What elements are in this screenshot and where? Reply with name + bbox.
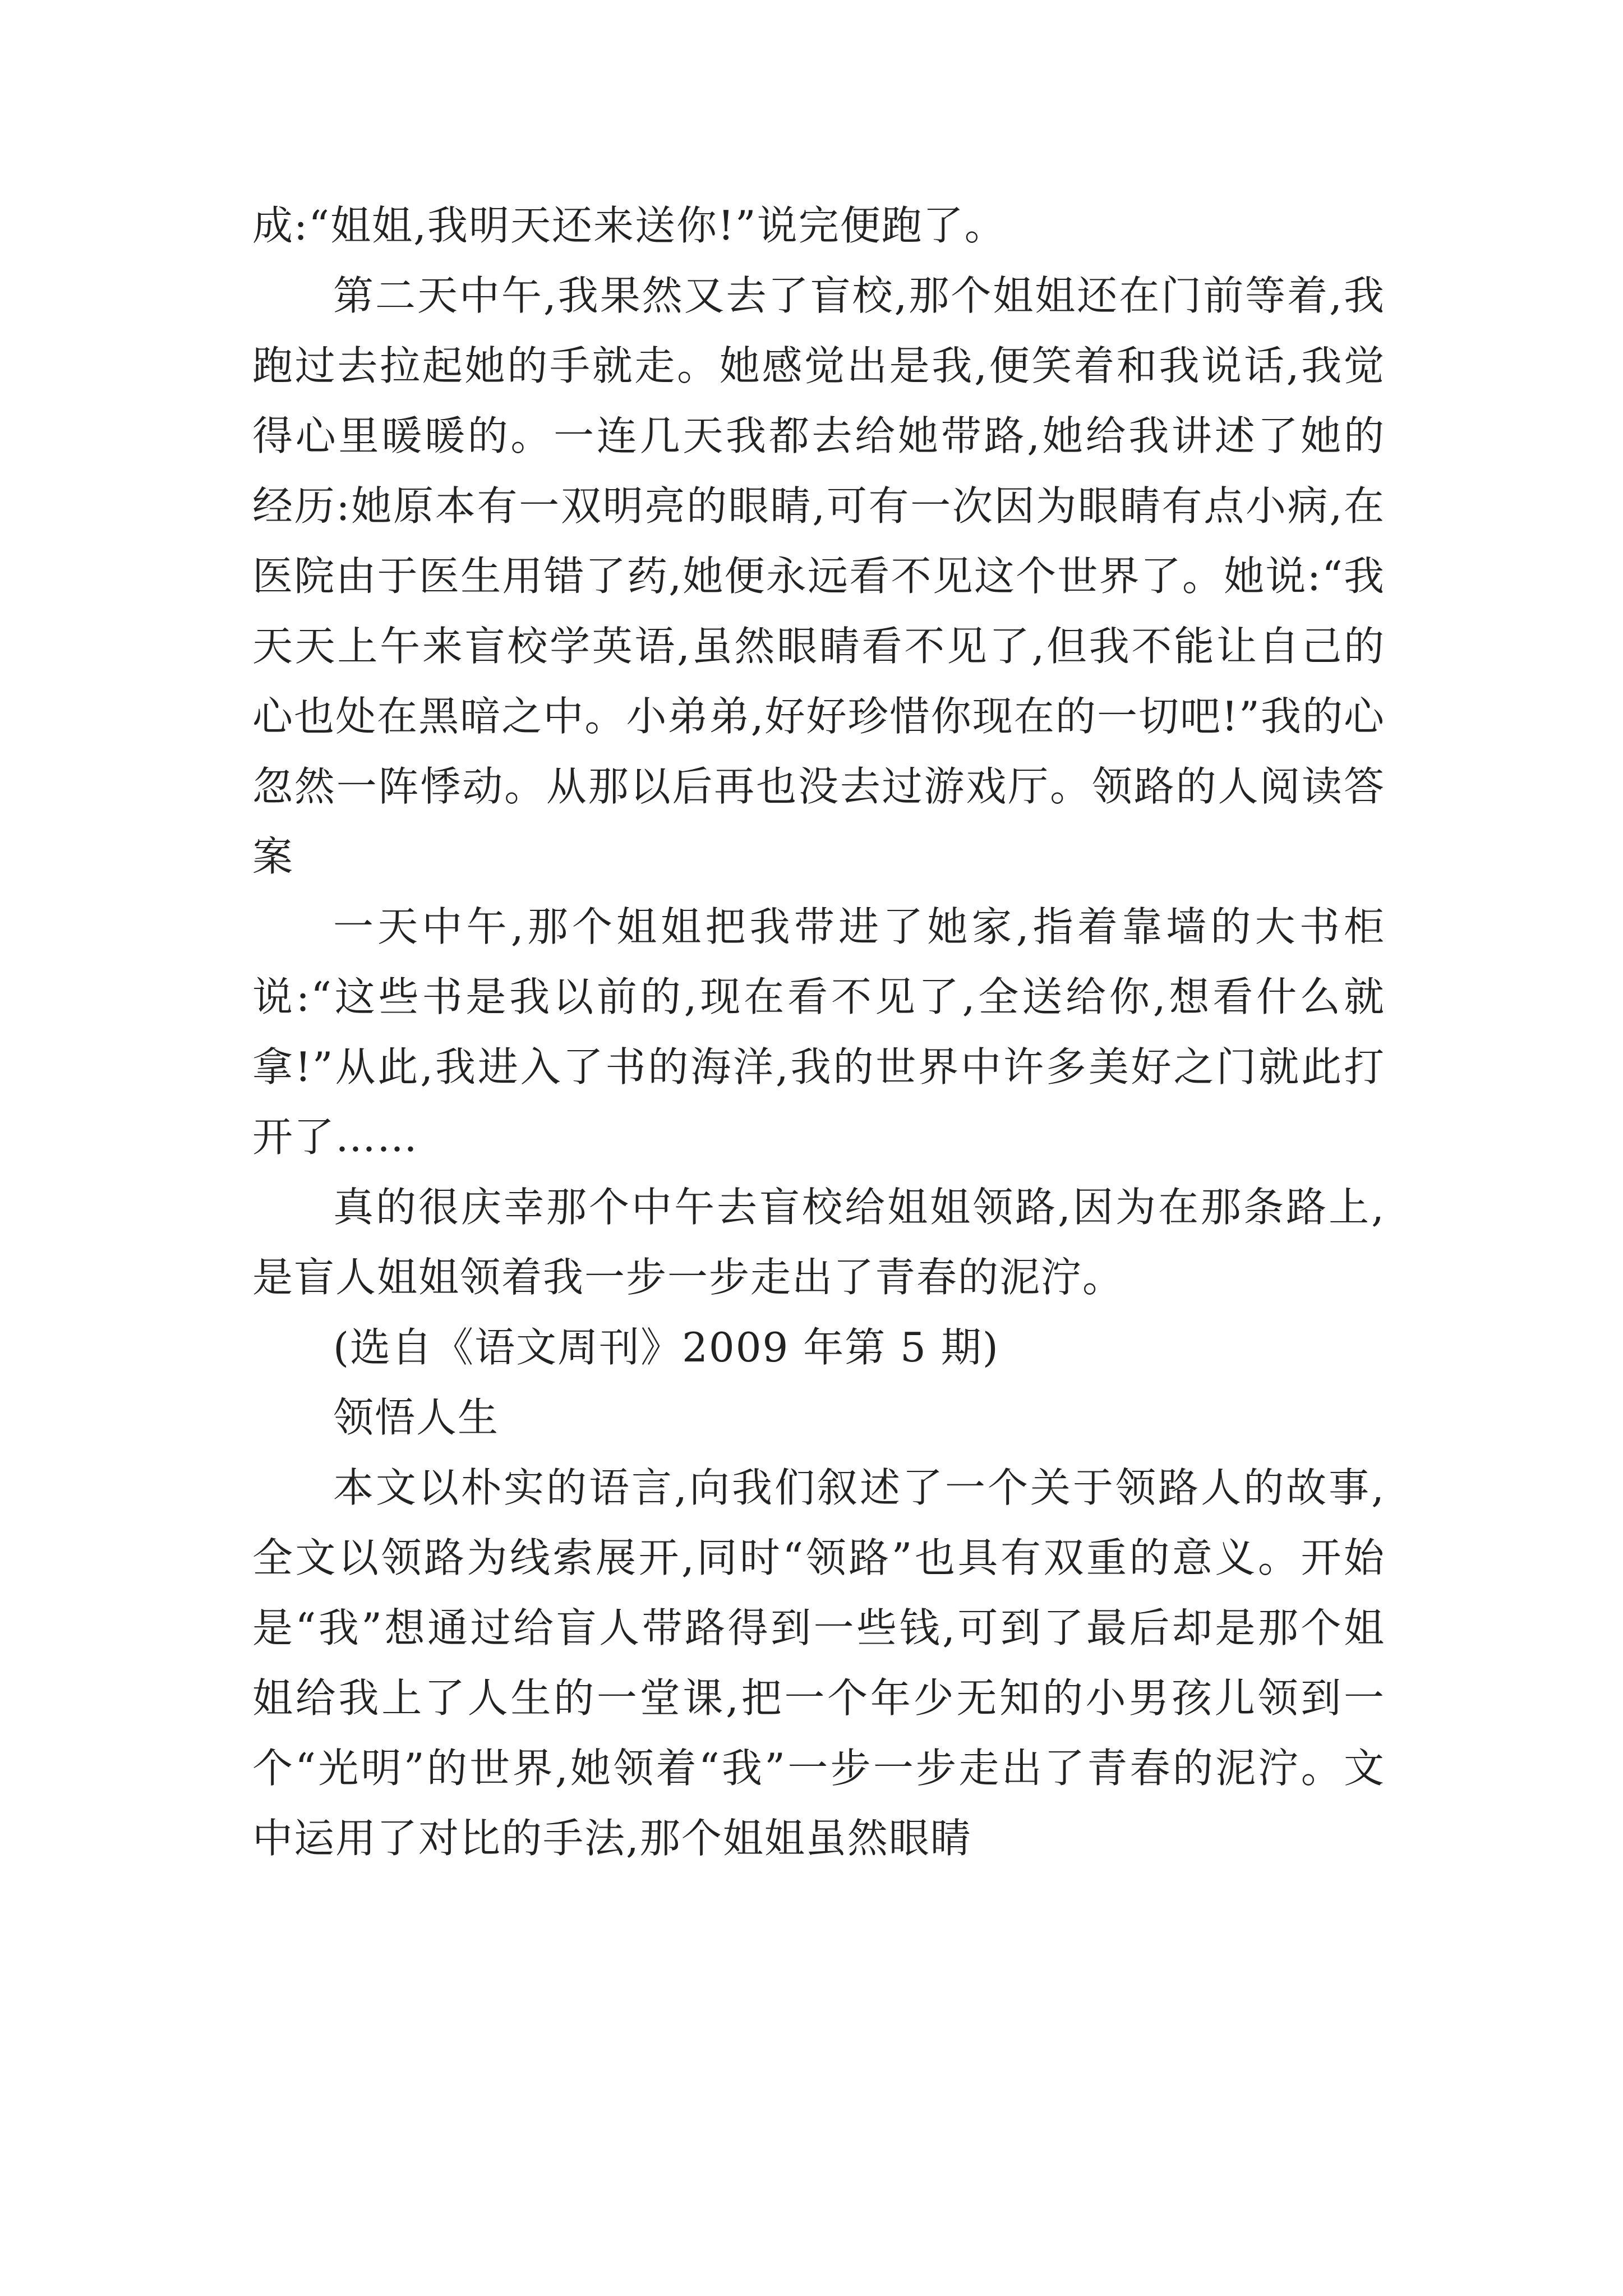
paragraph-analysis: 本文以朴实的语言,向我们叙述了一个关于领路人的故事,全文以领路为线索展开,同时“领路”也具有双重的意义。开始是“我”想通过给盲人带路得到一些钱,可到了最后却是那个姐姐给我上了人生的一堂课,把一个年少无知的小男孩儿领到一个“光明”的世界,她领着“我”一步一步走出了青春的泥泞。文中运用了对比的手法,那个姐姐虽然眼睛 (252, 1464, 1385, 1862)
source-citation: (选自《语文周刊》2009 年第 5 期) (333, 1324, 999, 1371)
paragraph-bookcase: 一天中午,那个姐姐把我带进了她家,指着靠墙的大书柜说:“这些书是我以前的,现在看不见了,全送给你,想看什么就拿!”从此,我进入了书的海洋,我的世界中许多美好之门就此打开了…… (252, 903, 1385, 1161)
section-heading: 领悟人生 (333, 1394, 500, 1441)
paragraph-second-day: 第二天中午,我果然又去了盲校,那个姐姐还在门前等着,我跑过去拉起她的手就走。她感觉出是我,便笑着和我说话,我觉得心里暖暖的。一连几天我都去给她带路,她给我讲述了她的经历:她原本有一双明亮的眼睛,可有一次因为眼睛有点小病,在医院由于医生用错了药,她便永远看不见这个世界了。她说:“我天天上午来盲校学英语,虽然眼睛看不见了,但我不能让自己的心也处在黑暗之中。小弟弟,好好珍惜你现在的一切吧!”我的心忽然一阵悸动。从那以后再也没去过游戏厅。领路的人阅读答案 (252, 272, 1385, 880)
article-body (252, 191, 1385, 1874)
paragraph-grateful: 真的很庆幸那个中午去盲校给姐姐领路,因为在那条路上,是盲人姐姐领着我一步一步走出了青春的泥泞。 (252, 1184, 1385, 1301)
paragraph-continuation: 成:“姐姐,我明天还来送你!”说完便跑了。 (252, 202, 1006, 249)
